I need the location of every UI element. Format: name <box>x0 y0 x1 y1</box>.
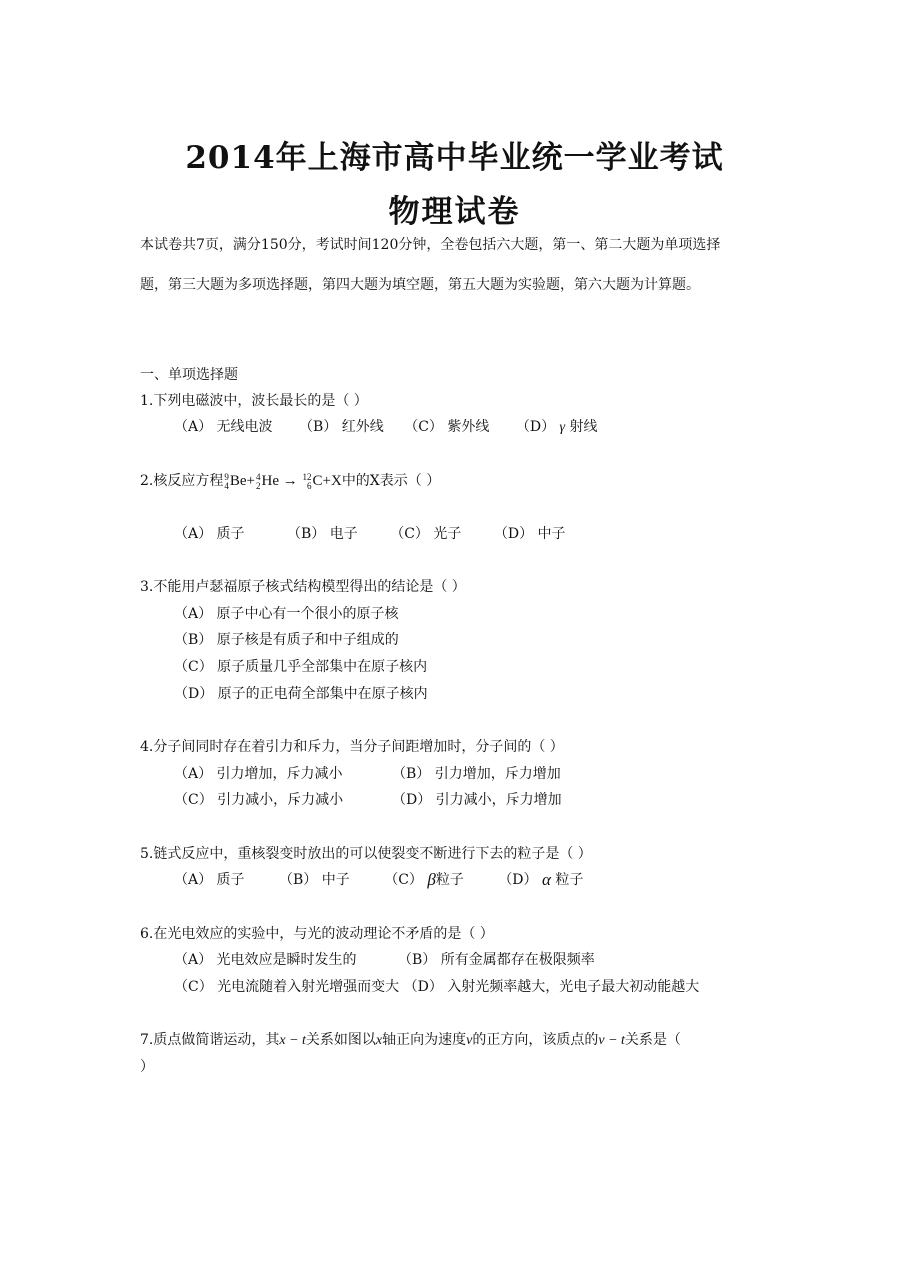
q7-stem: 7.质点做简谐运动，其x − t关系如图以x轴正向为速度v的正方向，该质点的v − t关系是（ <box>140 1032 681 1048</box>
intro-line-1: 本试卷共7页，满分150分，考试时间120分钟，全卷包括六大题，第一、第二大题为单项选择 <box>140 237 721 253</box>
q6-option-c: （C） 光电流随着入射光增强而变大 <box>174 979 400 995</box>
q6-options-cd <box>174 978 699 996</box>
q4-option-d: （D） 引力减小，斥力增加 <box>392 792 562 808</box>
q3-option-b: （B） 原子核是有质子和中子组成的 <box>174 632 399 648</box>
q5-option-d: （D） α 粒子 <box>498 870 584 889</box>
intro-line-2: 题，第三大题为多项选择题，第四大题为填空题，第五大题为实验题，第六大题为计算题。 <box>140 277 700 293</box>
q6-option-a: （A） 光电效应是瞬时发生的 <box>174 952 357 968</box>
nuclear-equation: 9 4 Be+ 4 2 He → 12 6 C+X <box>224 471 342 491</box>
q2-option-b: （B） 电子 <box>287 526 358 542</box>
q4-option-c: （C） 引力减小，斥力减小 <box>174 792 344 808</box>
q4-option-a: （A） 引力增加，斥力减小 <box>174 766 343 782</box>
q2-option-a: （A） 质子 <box>174 526 245 542</box>
q6-option-b: （B） 所有金属都存在极限频率 <box>398 952 595 968</box>
section-heading: 一、单项选择题 <box>140 367 238 383</box>
q6-option-d: （D） 入射光频率越大，光电子最大初动能越大 <box>403 979 700 995</box>
q3-option-d: （D） 原子的正电荷全部集中在原子核内 <box>174 686 428 702</box>
q3-stem: 3.不能用卢瑟福原子核式结构模型得出的结论是（ ） <box>140 579 466 595</box>
q4-stem: 4.分子间同时存在着引力和斥力，当分子间距增加时，分子间的（ ） <box>140 739 564 755</box>
q7-stem-end: ） <box>140 1059 154 1075</box>
q6-stem: 6.在光电效应的实验中，与光的波动理论不矛盾的是（ ） <box>140 926 494 942</box>
q1-stem: 1.下列电磁波中，波长最长的是（ ） <box>140 393 368 409</box>
q2-option-d: （D） 中子 <box>493 526 566 542</box>
q5-option-c: （C） β粒子 <box>384 870 464 889</box>
q4-option-b: （B） 引力增加，斥力增加 <box>392 766 561 782</box>
q1-option-b: （B） 红外线 <box>299 419 384 435</box>
q3-option-a: （A） 原子中心有一个很小的原子核 <box>174 606 399 622</box>
q1-option-d: （D） γ 射线 <box>515 419 598 435</box>
q2-stem: 2.核反应方程 9 4 Be+ 4 2 He → 12 6 C+X中的X表示（ ） <box>140 471 441 491</box>
q2-option-c: （C） 光子 <box>390 526 462 542</box>
q5-option-b: （B） 中子 <box>279 872 350 888</box>
q2-options <box>174 525 566 543</box>
q1-option-c: （C） 紫外线 <box>404 419 490 435</box>
q1-options <box>174 418 598 437</box>
q5-options <box>174 871 583 889</box>
q1-option-a: （A） 无线电波 <box>174 419 273 435</box>
q5-stem: 5.链式反应中，重核裂变时放出的可以使裂变不断进行下去的粒子是（ ） <box>140 846 592 862</box>
exam-subtitle: 物理试卷 <box>388 194 521 230</box>
exam-title: 2014年上海市高中毕业统一学业考试 <box>185 140 724 176</box>
q3-option-c: （C） 原子质量几乎全部集中在原子核内 <box>174 659 428 675</box>
q5-option-a: （A） 质子 <box>174 872 245 888</box>
